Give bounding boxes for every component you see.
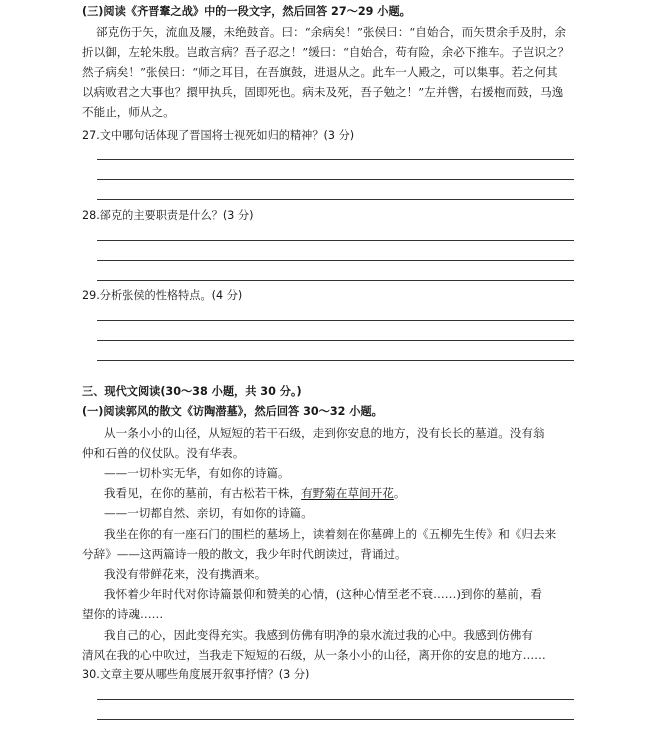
- underlined-phrase: 有野菊在草间开花: [301, 486, 394, 500]
- passage-line: 我没有带鲜花来，没有携酒来。: [104, 567, 267, 581]
- answer-line[interactable]: [97, 280, 574, 281]
- answer-line[interactable]: [97, 260, 574, 261]
- question-29: 29.分析张侯的性格特点。(4 分): [82, 289, 243, 302]
- passage-line: 仲和石兽的仪仗队。没有华表。: [82, 446, 245, 460]
- passage-line: 折以御，左轮朱殷。岂敢言病？吾子忍之！”缓曰：“自始合，苟有险，余必下推车。子岂识之？: [82, 45, 570, 59]
- question-27: 27.文中哪句话体现了晋国将士视死如归的精神？(3 分): [82, 129, 355, 142]
- passage-text: 。: [393, 486, 406, 500]
- section-subheading: (一)阅读郭风的散文《访陶潜墓》，然后回答 30～32 小题。: [82, 405, 383, 418]
- passage-line: ——一切都自然、亲切，有如你的诗篇。: [104, 506, 313, 520]
- answer-line[interactable]: [97, 320, 574, 321]
- answer-line[interactable]: [97, 360, 574, 361]
- section-title: (三)阅读《齐晋鞌之战》中的一段文字，然后回答 27～29 小题。: [82, 5, 411, 18]
- answer-line[interactable]: [97, 240, 574, 241]
- section-heading: 三、现代文阅读(30～38 小题，共 30 分。): [82, 385, 302, 398]
- passage-line: 兮辞》——这两篇诗一般的散文，我少年时代朗读过，背诵过。: [82, 547, 407, 561]
- question-30: 30.文章主要从哪些角度展开叙事抒情？(3 分): [82, 668, 310, 681]
- passage-line: 然子病矣！”张侯曰：“师之耳目，在吾旗鼓，进退从之。此车一人殿之，可以集事。若之何其: [82, 65, 558, 79]
- answer-line[interactable]: [97, 159, 574, 160]
- answer-line[interactable]: [97, 179, 574, 180]
- passage-line: 以病败君之大事也？擐甲执兵，固即死也。病未及死，吾子勉之！”左并辔，右援枹而鼓，马逸: [82, 85, 564, 99]
- answer-line[interactable]: [97, 699, 574, 700]
- passage-line: ——一切朴实无华，有如你的诗篇。: [104, 466, 290, 480]
- question-28: 28.郤克的主要职责是什么？(3 分): [82, 209, 254, 222]
- passage-line: 从一条小小的山径，从短短的若干石级，走到你安息的地方，没有长长的墓道。没有翁: [104, 426, 545, 440]
- passage-line: 我自己的心，因此变得充实。我感到仿佛有明净的泉水流过我的心中。我感到仿佛有: [104, 628, 533, 642]
- passage-line: 我坐在你的有一座石门的围栏的墓场上，读着刻在你墓碑上的《五柳先生传》和《归去来: [104, 527, 557, 541]
- passage-line: 不能止，师从之。: [82, 105, 175, 119]
- answer-line[interactable]: [97, 199, 574, 200]
- passage-text: 我看见，在你的墓前，有古松若干株，: [104, 486, 302, 500]
- passage-line: 清风在我的心中吹过，当我走下短短的石级，从一条小小的山径，离开你的安息的地方……: [82, 648, 546, 662]
- passage-line: 望你的诗魂……: [82, 607, 164, 621]
- answer-line[interactable]: [97, 340, 574, 341]
- passage-line: 郤克伤于矢，流血及屦，未绝鼓音。曰：“余病矣！”张侯曰：“自始合，而矢贯余手及肘，余: [96, 25, 566, 39]
- answer-line[interactable]: [97, 719, 574, 720]
- passage-line: 我怀着少年时代对你诗篇景仰和赞美的心情，(这种心情至老不衰……)到你的墓前，看: [104, 587, 543, 601]
- passage-line: [104, 485, 405, 501]
